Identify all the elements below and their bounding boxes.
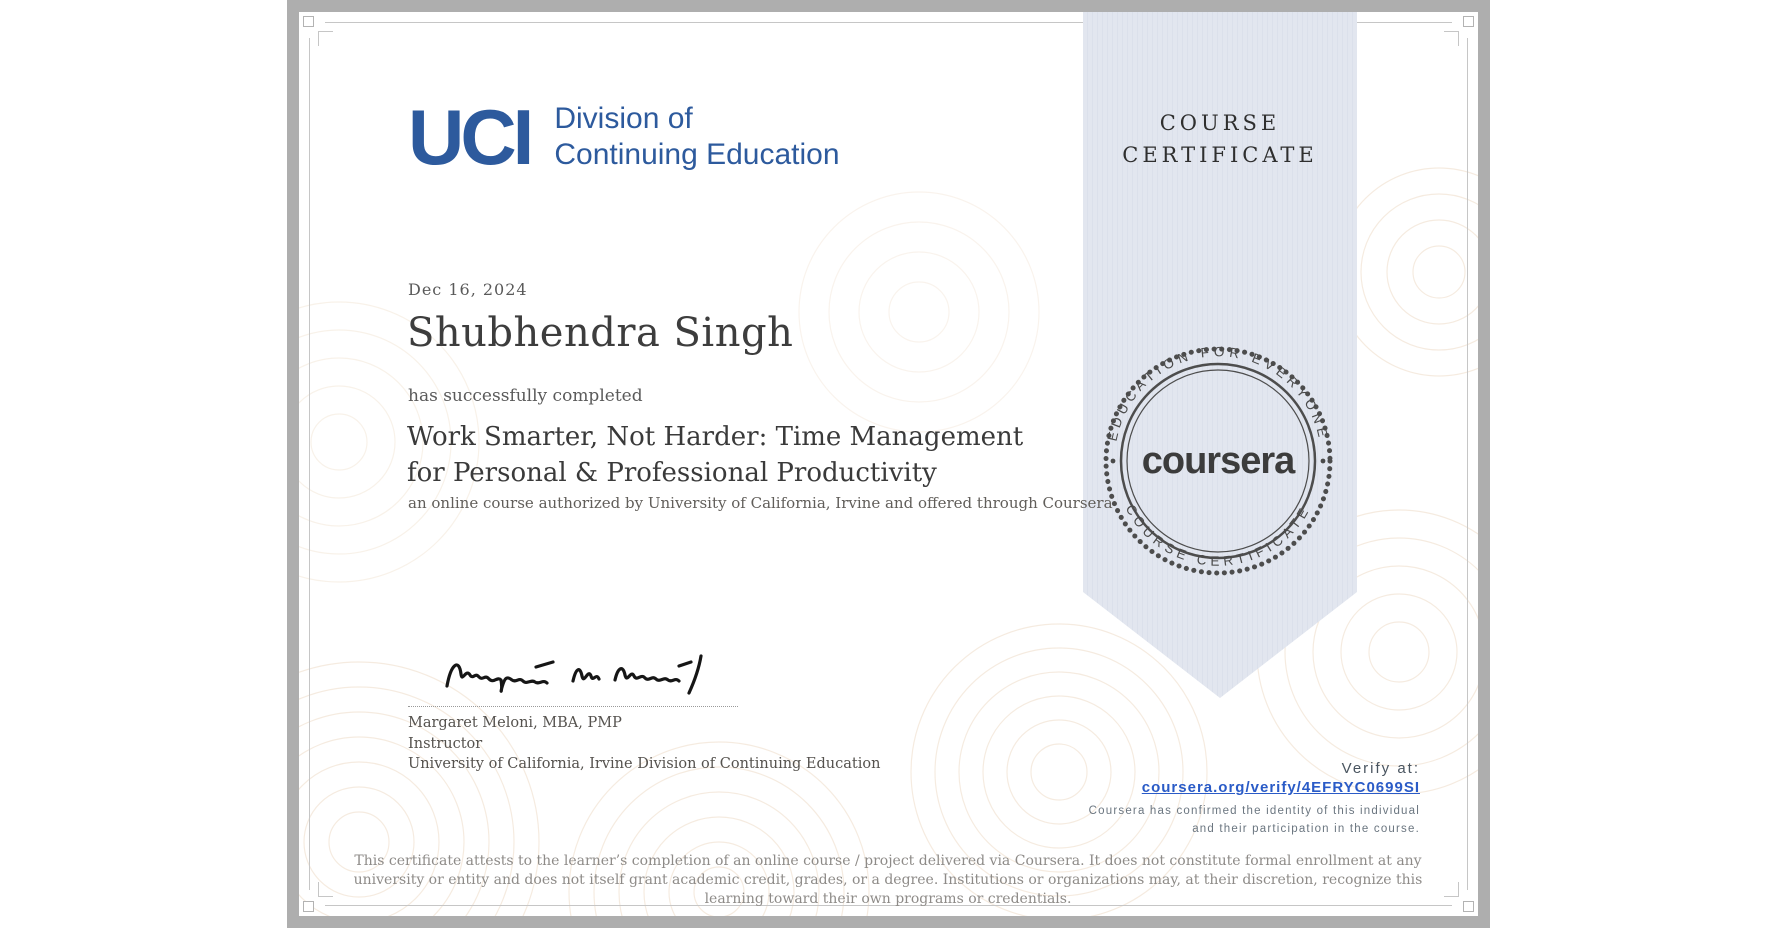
verify-confirmation-text: Coursera has confirmed the identity of this individual and their participation in the course. [1088,805,1420,835]
svg-text:COURSE CERTIFICATE [1123,502,1314,569]
disclaimer-text: This certificate attests to the learner’s completion of an online course / project delivered via Coursera. It does not constitute formal enrollment at any university or entity and does not itself grant academic credit, grades, or a degree. Institutions or organizations may, at their discretion, recognize this learning toward their own programs or credentials. [353,853,1423,907]
seal-side-dot-right [1321,459,1326,464]
course-title: Work Smarter, Not Harder: Time Management for Personal & Professional Productivity [407,422,1024,488]
uci-logo [408,93,840,181]
recipient-name: Shubhendra Singh [407,310,794,356]
uci-logo-acronym: UCI [408,93,531,181]
certificate-paper [287,0,1490,928]
seal-brand-wordmark: coursera [1141,440,1295,482]
verification-block [1000,760,1420,839]
signatory-title: Instructor [408,735,483,752]
verify-link[interactable]: coursera.org/verify/4EFRYC0699SI [1141,779,1420,796]
signature-image [439,636,739,702]
authorization-text: an online course authorized by University of California, Irvine and offered through Coursera [408,494,1113,512]
signatory-organization: University of California, Irvine Division of Continuing Education [408,756,881,773]
seal-arc-bottom-text: COURSE CERTIFICATE [1122,502,1314,569]
svg-text:EDUCATION FOR EVERYONE [1105,344,1332,442]
uci-logo-division [554,101,839,173]
completion-date: Dec 16, 2024 [408,280,528,299]
completion-text: has successfully completed [408,386,643,406]
seal-arc-top-text: EDUCATION FOR EVERYONE [1104,344,1332,443]
uci-logo-division-line1: Division of [554,102,693,135]
ribbon-label-line2: CERTIFICATE [1122,142,1318,167]
uci-logo-division-line2: Continuing Education [554,138,840,171]
ribbon-label-line1: COURSE [1159,111,1281,135]
signature-rule [408,706,738,707]
coursera-seal-icon [1098,341,1338,581]
signature-block [408,713,880,775]
ribbon-label [1083,108,1357,171]
verify-label: Verify at: [1341,760,1420,777]
seal-side-dot-left [1111,459,1116,464]
signatory-name: Margaret Meloni, MBA, PMP [408,715,622,731]
